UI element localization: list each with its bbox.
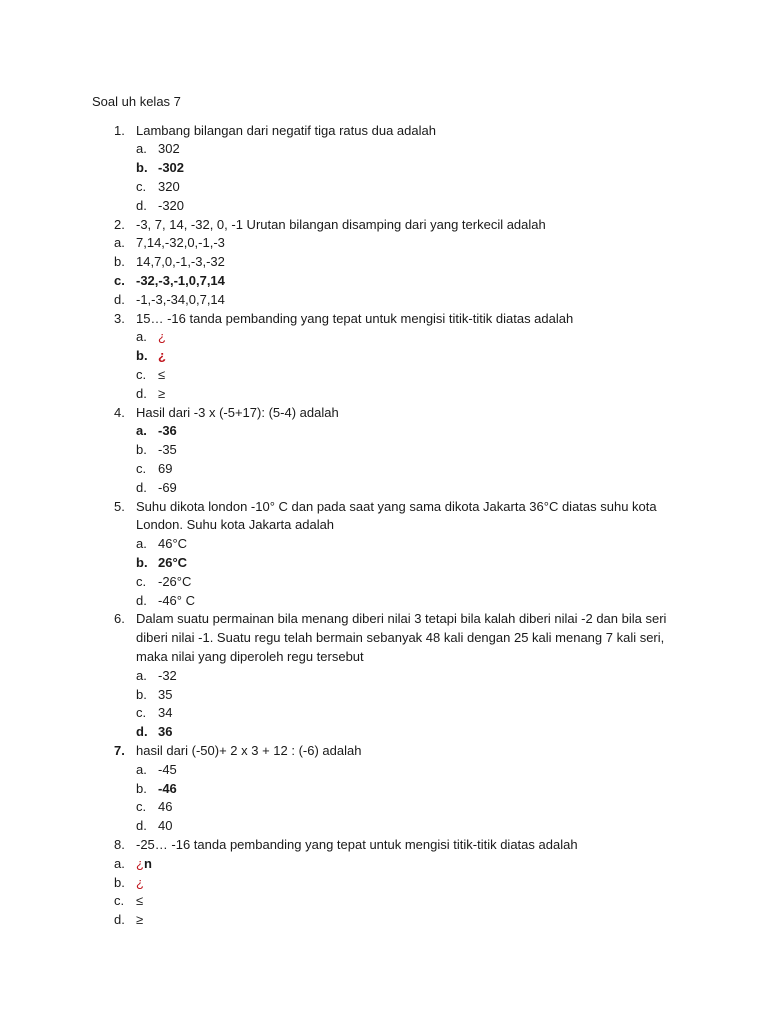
- item-marker: a.: [114, 855, 125, 871]
- option-line: [0, 460, 768, 479]
- item-text-suffix: n: [143, 855, 152, 871]
- item-marker: 8.: [114, 836, 125, 852]
- question-line: [0, 404, 768, 423]
- item-text: 46°C: [158, 536, 188, 552]
- item-text: 302: [158, 141, 180, 157]
- item-text: -32: [158, 667, 177, 683]
- item-marker: 5.: [114, 498, 125, 514]
- option-line: [0, 761, 768, 780]
- option-line: [0, 817, 768, 836]
- item-text: hasil dari (-50)+ 2 x 3 + 12 : (-6) adalah: [136, 742, 362, 758]
- item-marker: d.: [136, 479, 147, 495]
- option-line: [0, 422, 768, 441]
- item-text: ≤: [158, 366, 166, 382]
- item-text: -320: [158, 197, 185, 213]
- item-marker: 4.: [114, 404, 125, 420]
- item-text: Suhu dikota london -10° C dan pada saat yang sama dikota Jakarta 36°C diatas suhu kota: [136, 498, 657, 514]
- option-line: [0, 253, 768, 272]
- item-text: ≤: [136, 893, 144, 909]
- option-line: [0, 441, 768, 460]
- item-marker: 1.: [114, 122, 125, 138]
- item-marker: b.: [136, 780, 147, 796]
- question-line: [0, 742, 768, 761]
- item-text: -46° C: [158, 592, 195, 608]
- item-text: 26°C: [158, 554, 188, 570]
- item-marker: a.: [114, 235, 125, 251]
- item-marker: c.: [114, 272, 125, 288]
- option-line: [0, 197, 768, 216]
- option-line: [0, 780, 768, 799]
- option-line: [0, 234, 768, 253]
- item-text: ¿: [158, 329, 166, 345]
- option-line: [0, 385, 768, 404]
- item-marker: c.: [136, 573, 147, 589]
- item-text: London. Suhu kota Jakarta adalah: [136, 517, 335, 533]
- item-marker: b.: [136, 348, 148, 364]
- item-text: ¿: [136, 874, 144, 890]
- item-text: ≥: [158, 385, 166, 401]
- item-text: -26°C: [158, 573, 192, 589]
- item-marker: d.: [136, 818, 147, 834]
- option-line: [0, 798, 768, 817]
- item-text: 69: [158, 460, 173, 476]
- item-text: -69: [158, 479, 177, 495]
- item-text: Lambang bilangan dari negatif tiga ratus dua adalah: [136, 122, 436, 138]
- item-marker: d.: [136, 724, 148, 740]
- item-marker: a.: [136, 423, 147, 439]
- question-line: [0, 122, 768, 141]
- question-line: [0, 648, 768, 667]
- item-text: -36: [158, 423, 177, 439]
- item-marker: c.: [136, 178, 147, 194]
- option-line: [0, 874, 768, 893]
- item-text: -3, 7, 14, -32, 0, -1 Urutan bilangan disamping dari yang terkecil adalah: [136, 216, 546, 232]
- item-marker: d.: [114, 912, 125, 928]
- question-line: [0, 516, 768, 535]
- question-line: [0, 310, 768, 329]
- item-text: Hasil dari -3 x (-5+17): (5-4) adalah: [136, 404, 339, 420]
- option-line: [0, 554, 768, 573]
- item-marker: 6.: [114, 611, 125, 627]
- item-text: -302: [158, 160, 185, 176]
- document-title: Soal uh kelas 7: [92, 94, 181, 109]
- item-marker: a.: [136, 667, 147, 683]
- option-line: [0, 347, 768, 366]
- item-text: 14,7,0,-1,-3,-32: [136, 254, 225, 270]
- item-text: 36: [158, 724, 173, 740]
- question-line: [0, 610, 768, 629]
- item-marker: d.: [136, 592, 147, 608]
- item-marker: a.: [136, 329, 147, 345]
- option-line: [0, 328, 768, 347]
- item-marker: d.: [114, 291, 125, 307]
- item-marker: d.: [136, 385, 147, 401]
- option-line: [0, 892, 768, 911]
- item-marker: a.: [136, 141, 147, 157]
- option-line: [0, 140, 768, 159]
- item-marker: b.: [136, 160, 148, 176]
- item-text: 34: [158, 705, 173, 721]
- item-text: -1,-3,-34,0,7,14: [136, 291, 225, 307]
- option-line: [0, 911, 768, 930]
- item-marker: b.: [114, 874, 125, 890]
- item-text: -32,-3,-1,0,7,14: [136, 272, 225, 288]
- item-marker: c.: [136, 705, 147, 721]
- item-marker: c.: [114, 893, 125, 909]
- item-marker: b.: [136, 554, 148, 570]
- option-line: [0, 573, 768, 592]
- item-marker: d.: [136, 197, 147, 213]
- item-text: 35: [158, 686, 173, 702]
- question-line: [0, 836, 768, 855]
- item-marker: a.: [136, 536, 147, 552]
- option-line: [0, 723, 768, 742]
- option-line: [0, 535, 768, 554]
- option-line: [0, 855, 768, 874]
- item-text: 15… -16 tanda pembanding yang tepat untuk mengisi titik-titik diatas adalah: [136, 310, 574, 326]
- item-marker: b.: [136, 442, 147, 458]
- option-line: [0, 159, 768, 178]
- item-marker: a.: [136, 761, 147, 777]
- question-line: [0, 629, 768, 648]
- item-text: 46: [158, 799, 173, 815]
- question-line: [0, 498, 768, 517]
- item-marker: 2.: [114, 216, 125, 232]
- option-line: [0, 686, 768, 705]
- item-marker: 7.: [114, 742, 125, 758]
- option-line: [0, 479, 768, 498]
- item-text: -45: [158, 761, 177, 777]
- option-line: [0, 366, 768, 385]
- option-line: [0, 592, 768, 611]
- option-line: [0, 667, 768, 686]
- item-text: -25… -16 tanda pembanding yang tepat untuk mengisi titik-titik diatas adalah: [136, 836, 578, 852]
- item-text: ≥: [136, 912, 144, 928]
- option-line: [0, 291, 768, 310]
- item-marker: b.: [114, 254, 125, 270]
- item-marker: c.: [136, 460, 147, 476]
- item-text: Dalam suatu permainan bila menang diberi nilai 3 tetapi bila kalah diberi nilai -2 dan bila seri: [136, 611, 667, 627]
- item-marker: c.: [136, 799, 147, 815]
- option-line: [0, 178, 768, 197]
- item-marker: b.: [136, 686, 147, 702]
- item-text: ¿: [136, 855, 144, 871]
- option-line: [0, 272, 768, 291]
- item-text: 40: [158, 818, 173, 834]
- item-text: 320: [158, 178, 180, 194]
- item-text: -46: [158, 780, 177, 796]
- item-marker: 3.: [114, 310, 125, 326]
- question-line: [0, 216, 768, 235]
- option-line: [0, 704, 768, 723]
- item-marker: c.: [136, 366, 147, 382]
- item-text: maka nilai yang diperoleh regu tersebut: [136, 648, 364, 664]
- item-text: ¿: [158, 348, 166, 364]
- item-text: diberi nilai -1. Suatu regu telah bermain sebanyak 48 kali dengan 25 kali menang 7 kali seri,: [136, 630, 665, 646]
- item-text: 7,14,-32,0,-1,-3: [136, 235, 225, 251]
- item-text: -35: [158, 442, 177, 458]
